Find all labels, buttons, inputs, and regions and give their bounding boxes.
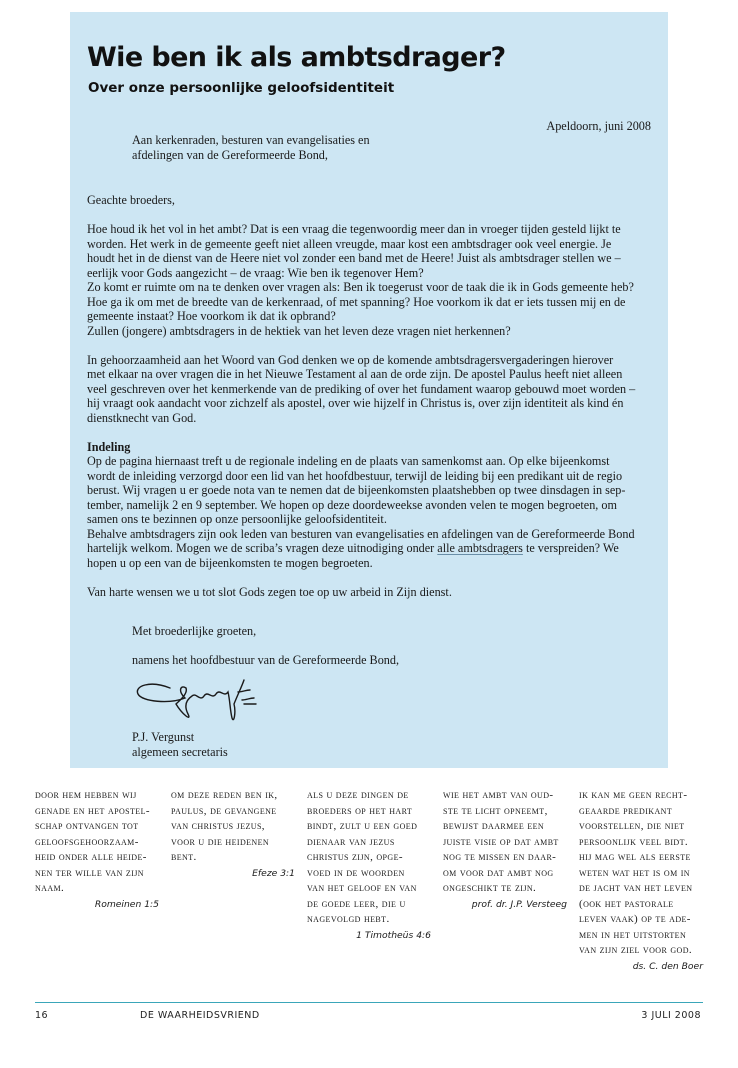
quote-text <box>35 788 159 897</box>
text-line: dienstknecht van God. <box>87 410 197 425</box>
quote-line: wie het ambt van oud- <box>443 789 554 801</box>
letter-box <box>70 12 668 768</box>
quote-source: ds. C. den Boer <box>632 960 703 972</box>
quote-line: persoonlijk veel bidt. <box>579 835 689 848</box>
text-line: In gehoorzaamheid aan het Woord van God denken we op de komende ambtsdragersvergaderingen hierover <box>87 352 614 367</box>
text-line: Hoe houd ik het vol in het ambt? Dat is een vraag die tegenwoordig meer dan in vroeger tijden gesteld lijkt te <box>87 222 621 236</box>
quote-source: prof. dr. J.P. Versteeg <box>471 898 567 910</box>
quote-line: ongeschikt te zijn. <box>443 882 537 894</box>
quote-line: christus zijn, opge- <box>307 851 403 863</box>
text-span: te verspreiden? We <box>522 541 619 555</box>
quote-line: van christus jezus, <box>171 820 265 832</box>
text-line: hij vraagt ook aandacht voor zichzelf als apostel, over wie hijzelf in Christus is, over zijn identiteit als kind én <box>87 396 624 410</box>
letter-title: Wie ben ik als ambtsdrager? <box>87 42 506 73</box>
signer-name: P.J. Vergunst <box>132 730 195 744</box>
paragraph-4: Van harte wensen we u tot slot Gods zegen toe op uw arbeid in Zijn dienst. <box>87 584 452 599</box>
signature-icon <box>130 674 270 726</box>
text-line: worden. Het werk in de gemeente geeft niet alleen vreugde, maar kost een ambtsdrager ook veel energie. Je <box>87 236 612 251</box>
quote-line: bewijst daarmee een <box>443 820 545 832</box>
signer-block <box>132 730 228 759</box>
paragraph-3 <box>87 454 653 570</box>
signer-role: algemeen secretaris <box>132 744 228 759</box>
quote-line: de jacht van het leven <box>579 882 693 894</box>
address-block <box>132 133 370 162</box>
footer-divider <box>35 1002 703 1003</box>
quote-line: hij mag wel als eerste <box>579 851 691 863</box>
quote-line: bent. <box>171 851 197 863</box>
text-line: tember, namelijk 2 en 9 september. We hopen op deze doordeweekse avonden velen te mogen begroeten, om <box>87 497 617 512</box>
quote-line: genade en het apostel- <box>35 804 150 817</box>
quote-line: voor u die heidenen <box>171 835 270 848</box>
text-line: met elkaar na over vragen die in het Nieuwe Testament al aan de orde zijn. De apostel Paulus heeft niet alleen <box>87 367 623 381</box>
address-line: Aan kerkenraden, besturen van evangelisaties en <box>132 133 370 147</box>
quote-line: (ook het pastorale <box>579 897 674 910</box>
page-footer <box>35 1010 703 1024</box>
issue-date: 3 JULI 2008 <box>641 1010 701 1021</box>
magazine-name: DE WAARHEIDSVRIEND <box>140 1010 260 1021</box>
quote-line: nen ter wille van zijn <box>35 866 144 879</box>
text-line: berust. Wij vragen u er goede nota van te nemen dat de bijeenkomsten plaatshebben op twee dinsdagen in sep- <box>87 483 626 497</box>
closing-on-behalf: namens het hoofdbestuur van de Gereformeerde Bond, <box>132 653 400 667</box>
letter-body <box>87 193 653 599</box>
quotes-row <box>35 788 703 974</box>
quote-efeze <box>171 788 295 974</box>
quote-den-boer <box>579 788 703 974</box>
text-line: Zullen (jongere) ambtsdragers in de hektiek van het leven deze vragen niet herkennen? <box>87 323 511 338</box>
quote-line: de goede leer, die u <box>307 897 406 910</box>
quote-text <box>307 788 431 928</box>
text-line: wordt de inleiding verzorgd door een lid van het hoofdbestuur, terwijl de leiding bij een predikant uit de regio <box>87 468 623 483</box>
quote-line: leven vaak) op te ade- <box>579 913 691 925</box>
text-line: houdt het in de dienst van de Heere niet vol zonder een band met de Heere! Juist als ambtsdrager stellen we – <box>87 251 621 265</box>
quote-text <box>579 788 703 959</box>
text-line: Op de pagina hiernaast treft u de regionale indeling en de plaats van samenkomst aan. Op elke bijeenkomst <box>87 454 610 468</box>
quote-line: heid onder alle heide- <box>35 851 147 863</box>
quote-timotheus <box>307 788 431 974</box>
place-date: Apeldoorn, juni 2008 <box>546 119 651 133</box>
quote-line: juiste visie op dat ambt <box>443 835 559 848</box>
quote-line: naam. <box>35 882 65 894</box>
paragraph-1 <box>87 222 653 338</box>
quote-versteeg <box>443 788 567 974</box>
text-line: Zo komt er ruimte om na te denken over vragen als: Ben ik toegerust voor de taak die ik in Gods gemeente heb? <box>87 280 634 294</box>
quote-text <box>443 788 567 897</box>
quote-line: nog te missen en daar- <box>443 851 557 863</box>
quote-line: ste te licht opneemt, <box>443 804 548 817</box>
quote-source: Efeze 3:1 <box>252 867 295 879</box>
quote-source: 1 Timotheüs 4:6 <box>356 929 431 941</box>
section-heading: Indeling <box>87 439 131 454</box>
quote-line: van het geloof en van <box>307 882 417 894</box>
quote-romeinen <box>35 788 159 974</box>
quote-line: voed in de woorden <box>307 866 405 879</box>
quote-line: ik kan me geen recht- <box>579 789 688 801</box>
closing-greeting: Met broederlijke groeten, <box>132 624 257 638</box>
salutation: Geachte broeders, <box>87 193 175 207</box>
text-line: samen ons te bezinnen op onze persoonlijke geloofsidentiteit. <box>87 512 387 526</box>
quote-line: schap ontvangen tot <box>35 820 139 832</box>
quote-line: paulus, de gevangene <box>171 804 277 817</box>
letter-subtitle: Over onze persoonlijke geloofsidentiteit <box>88 80 395 96</box>
quote-line: van zijn ziel voor god. <box>579 944 693 956</box>
quote-text <box>171 788 295 866</box>
quote-line: om voor dat ambt nog <box>443 866 554 879</box>
text-line: hopen u op een van de bijeenkomsten te mogen begroeten. <box>87 555 373 570</box>
quote-line: men in het uitstorten <box>579 928 687 941</box>
text-line: eerlijk voor Gods aangezicht – de vraag: Wie ben ik tegenover Hem? <box>87 265 424 280</box>
quote-source: Romeinen 1:5 <box>94 898 159 910</box>
quote-line: geloofsgehoorzaam- <box>35 835 139 848</box>
quote-line: weten wat het is om in <box>579 866 690 879</box>
quote-line: voorstellen, die niet <box>579 820 685 832</box>
quote-line: als u deze dingen de <box>307 789 409 801</box>
quote-line: nagevolgd hebt. <box>307 913 390 925</box>
quote-line: dienaar van jezus <box>307 835 395 848</box>
page-number: 16 <box>35 1010 49 1021</box>
text-line: Hoe ga ik om met de breedte van de kerkenraad, of met spanning? Hoe voorkom ik dat er iets tussen mij en de <box>87 294 626 309</box>
quote-line: bindt, zult u een goed <box>307 820 418 832</box>
address-line: afdelingen van de Gereformeerde Bond, <box>132 147 328 162</box>
text-line: veel geschreven over het kenmerkende van de prediking of over het fundament waarop gebouwd moet worden – <box>87 381 636 396</box>
quote-line: broeders op het hart <box>307 804 413 817</box>
text-line: Behalve ambtsdragers zijn ook leden van besturen van evangelisaties en afdelingen van de Gereformeerde Bond <box>87 526 635 541</box>
quote-line: om deze reden ben ik, <box>171 789 278 801</box>
quote-line: door hem hebben wij <box>35 789 137 801</box>
paragraph-2 <box>87 353 653 426</box>
text-line <box>87 541 653 556</box>
quote-line: geaarde predikant <box>579 804 673 817</box>
text-span: hartelijk welkom. Mogen we de scriba’s vragen deze uitnodiging onder <box>87 541 438 555</box>
underlined-phrase: alle ambtsdragers <box>437 541 523 555</box>
text-line: gemeente instaat? Hoe voorkom ik dat ik opbrand? <box>87 309 336 323</box>
